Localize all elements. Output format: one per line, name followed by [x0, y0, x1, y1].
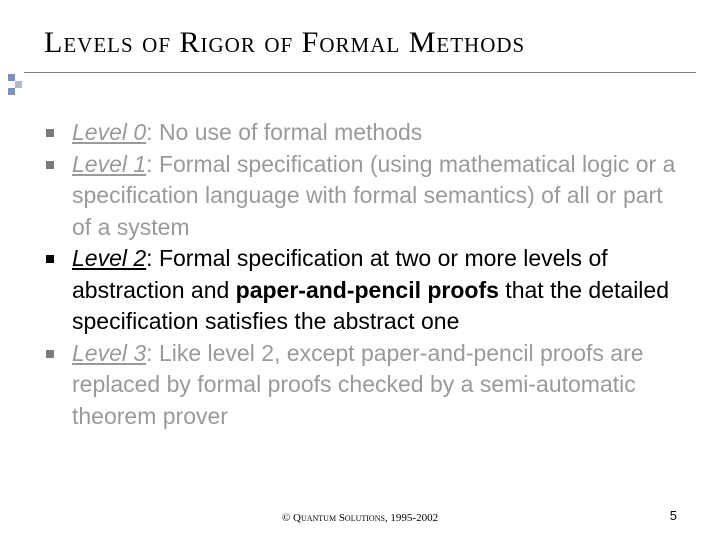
level-label: Level 0	[72, 119, 147, 145]
bullet-square-icon	[46, 255, 54, 263]
decor-square-1	[8, 74, 15, 81]
bullet-text: : Formal specification (using mathematical logic or a specification language with formal semantics) of all or part of a system	[72, 150, 676, 240]
bullet-item	[44, 338, 684, 433]
bullet-item	[44, 243, 684, 338]
bullet-list	[44, 117, 684, 432]
bullet-text: : Formal specification at two or more levels of abstraction and	[72, 245, 608, 303]
bullet-text: : No use of formal methods	[146, 119, 423, 145]
bullet-square-icon	[46, 129, 54, 137]
bullet-square-icon	[46, 161, 54, 169]
bullet-emphasis: paper-and-pencil proofs	[235, 276, 499, 303]
bullet-item	[44, 149, 684, 244]
level-label: Level 2	[72, 245, 147, 271]
slide-title: Levels of Rigor of Formal Methods	[44, 26, 526, 59]
page-number: 5	[669, 508, 677, 523]
bullet-item	[44, 117, 684, 149]
bullet-text: : Like level 2, except paper-and-pencil proofs are replaced by formal proofs checked by a semi-automatic theorem prover	[72, 339, 644, 429]
decor-square-3	[8, 88, 15, 95]
level-label: Level 1	[72, 150, 147, 177]
level-label: Level 3	[72, 339, 147, 366]
decor-square-2	[15, 81, 22, 88]
slide-footer: © Quantum Solutions, 1995-2002	[281, 512, 439, 524]
bullet-text: that the detailed specification satisfies the abstract one	[72, 276, 669, 334]
title-divider	[24, 72, 696, 73]
bullet-square-icon	[46, 350, 54, 358]
